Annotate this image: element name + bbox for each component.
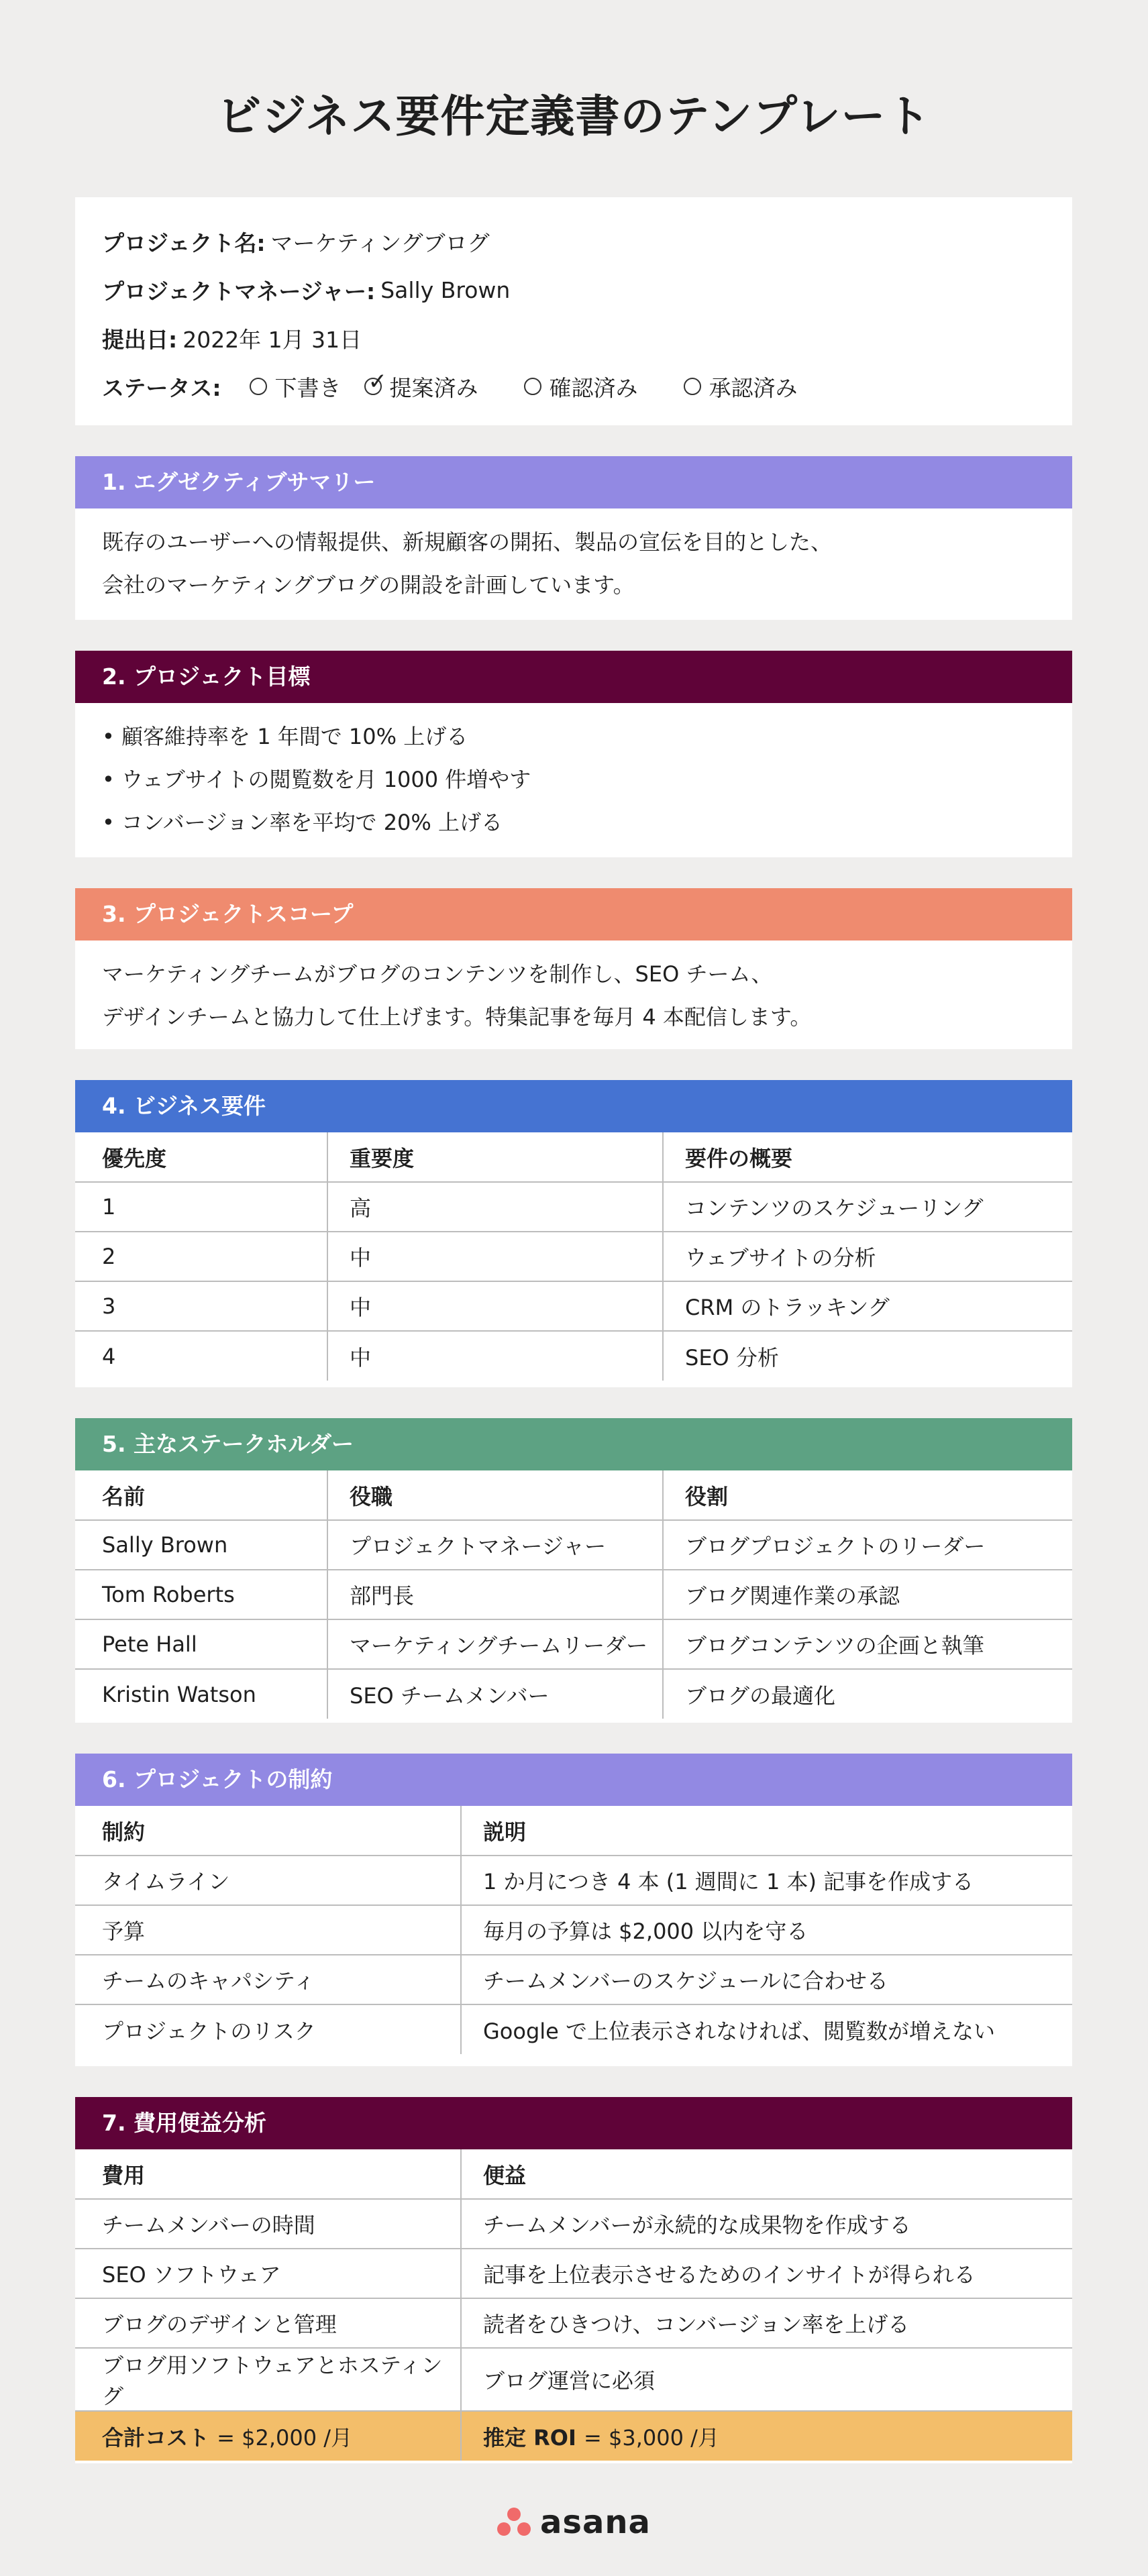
table-header-row [75, 1470, 1072, 1520]
table-cell: SEO チームメンバー [327, 1669, 663, 1719]
section-constraints [75, 1754, 1072, 2066]
table-header-row [75, 1132, 1072, 1182]
status-label: ステータス: [102, 374, 221, 401]
table-cell: チームメンバーが永続的な成果物を作成する [461, 2199, 1072, 2249]
body-line: デザインチームと協力して仕上げます。特集記事を毎月 4 本配信します。 [102, 1004, 812, 1030]
table-row [75, 2348, 1072, 2411]
section-executive-summary [75, 456, 1072, 620]
column-header: 要件の概要 [663, 1132, 1072, 1182]
project-manager-row [102, 266, 1045, 314]
table-header-row [75, 1806, 1072, 1856]
goal-item: • 顧客維持率を 1 年間で 10% 上げる [102, 724, 468, 749]
column-header: 名前 [75, 1470, 327, 1520]
project-name-value: マーケティングブログ [270, 229, 490, 256]
table-cell: 予算 [75, 1905, 461, 1955]
table-cell: 4 [102, 1343, 116, 1369]
radio-icon [684, 378, 701, 395]
table-cell: 中 [327, 1232, 663, 1281]
goal-item: • コンバージョン率を平均で 20% 上げる [102, 810, 503, 835]
table-cell: ブログの最適化 [663, 1669, 1072, 1719]
table-cell: 1 か月につき 4 本 (1 週間に 1 本) 記事を作成する [461, 1856, 1072, 1905]
column-header: 優先度 [75, 1132, 327, 1182]
status-option-label: 提案済み [389, 374, 478, 401]
project-name-label: プロジェクト名: [102, 229, 266, 256]
section-heading: 7. 費用便益分析 [75, 2097, 1072, 2149]
section-heading: 1. エグゼクティブサマリー [75, 456, 1072, 508]
body-line: 既存のユーザーへの情報提供、新規顧客の開拓、製品の宣伝を目的とした、 [102, 529, 833, 555]
table-cell: ブログのデザインと管理 [75, 2298, 461, 2348]
table-cell: ブログ関連作業の承認 [663, 1570, 1072, 1619]
section-body [75, 941, 1072, 1038]
status-option-reviewed[interactable] [524, 371, 638, 402]
table-cell: チームメンバーの時間 [75, 2199, 461, 2249]
table-cell: ブログプロジェクトのリーダー [663, 1520, 1072, 1570]
table-cell: 中 [327, 1281, 663, 1331]
status-option-label: 確認済み [549, 374, 638, 401]
radio-checked-icon [364, 378, 382, 395]
table-cell: 読者をひきつけ、コンバージョン率を上げる [461, 2298, 1072, 2348]
estimated-roi-value: = $3,000 /月 [584, 2424, 719, 2451]
column-header: 重要度 [327, 1132, 663, 1182]
table-cell: Tom Roberts [75, 1570, 327, 1619]
asana-logo-icon [497, 2508, 531, 2537]
table-row [75, 1281, 1072, 1331]
table-cell: Kristin Watson [102, 1681, 256, 1707]
section-heading: 2. プロジェクト目標 [75, 651, 1072, 703]
table-cell: ウェブサイトの分析 [663, 1232, 1072, 1281]
status-row [102, 362, 1045, 411]
status-option-draft[interactable] [250, 371, 342, 402]
radio-icon [250, 378, 267, 395]
requirements-table [75, 1132, 1072, 1381]
column-header: 制約 [75, 1806, 461, 1856]
project-name-row [102, 217, 1045, 266]
table-cell: チームのキャパシティ [75, 1955, 461, 2004]
total-cost-value: = $2,000 /月 [217, 2424, 353, 2451]
section-business-requirements [75, 1080, 1072, 1387]
asana-logo-text: asana [540, 2504, 651, 2541]
table-row [75, 2298, 1072, 2348]
section-heading: 5. 主なステークホルダー [75, 1418, 1072, 1470]
table-row [75, 1331, 1072, 1381]
status-option-label: 下書き [274, 374, 342, 401]
table-row [75, 1669, 1072, 1719]
project-info-card [75, 197, 1072, 425]
table-cell: プロジェクトマネージャー [327, 1520, 663, 1570]
body-line: 会社のマーケティングブログの開設を計画しています。 [102, 572, 635, 598]
total-cost-cell [75, 2411, 461, 2461]
table-cell: Sally Brown [75, 1520, 327, 1570]
total-cost-label: 合計コスト [102, 2424, 210, 2451]
table-row [75, 1856, 1072, 1905]
section-body [75, 508, 1072, 606]
column-header: 役職 [327, 1470, 663, 1520]
submission-date-value: 2022年 1月 31日 [182, 326, 362, 353]
submission-date-row [102, 314, 1045, 362]
table-row [75, 2199, 1072, 2249]
table-cell: CRM のトラッキング [663, 1281, 1072, 1331]
table-cell: 記事を上位表示させるためのインサイトが得られる [461, 2249, 1072, 2298]
table-row [75, 1182, 1072, 1232]
table-row [75, 2004, 1072, 2054]
total-row [75, 2411, 1072, 2461]
section-project-scope [75, 888, 1072, 1049]
constraints-table [75, 1806, 1072, 2054]
table-cell: 高 [327, 1182, 663, 1232]
table-cell: Google で上位表示されなければ、閲覧数が増えない [461, 2004, 1072, 2054]
table-cell: 毎月の予算は $2,000 以内を守る [461, 1905, 1072, 1955]
project-manager-label: プロジェクトマネージャー: [102, 278, 376, 305]
table-cell: 3 [75, 1281, 327, 1331]
section-heading: 4. ビジネス要件 [75, 1080, 1072, 1132]
status-option-approved[interactable] [684, 371, 798, 402]
table-cell: ブログ運営に必須 [461, 2348, 1072, 2411]
section-heading: 3. プロジェクトスコープ [75, 888, 1072, 941]
table-cell: ブログ用ソフトウェアとホスティング [75, 2348, 461, 2411]
table-cell: SEO 分析 [663, 1331, 1072, 1381]
section-cost-benefit [75, 2097, 1072, 2463]
status-option-label: 承認済み [709, 374, 798, 401]
table-cell: 1 [75, 1182, 327, 1232]
radio-icon [524, 378, 541, 395]
table-cell: ブログコンテンツの企画と執筆 [663, 1619, 1072, 1669]
table-cell: コンテンツのスケジューリング [663, 1182, 1072, 1232]
column-header: 便益 [461, 2149, 1072, 2199]
table-cell: チームメンバーのスケジュールに合わせる [461, 1955, 1072, 2004]
table-row [75, 1619, 1072, 1669]
table-row [75, 1520, 1072, 1570]
table-row [75, 1905, 1072, 1955]
column-header: 説明 [461, 1806, 1072, 1856]
section-stakeholders [75, 1418, 1072, 1723]
estimated-roi-cell [461, 2411, 1072, 2461]
cost-benefit-table [75, 2149, 1072, 2461]
table-row [75, 1955, 1072, 2004]
asana-logo [0, 2504, 1148, 2541]
estimated-roi-label: 推定 ROI [483, 2424, 576, 2451]
table-cell: マーケティングチームリーダー [327, 1619, 663, 1669]
section-heading: 6. プロジェクトの制約 [75, 1754, 1072, 1806]
stakeholders-table [75, 1470, 1072, 1719]
body-line: マーケティングチームがブログのコンテンツを制作し、SEO チーム、 [102, 961, 773, 987]
project-manager-value: Sally Brown [380, 276, 511, 303]
table-cell: 2 [75, 1232, 327, 1281]
table-row [75, 2249, 1072, 2298]
table-header-row [75, 2149, 1072, 2199]
page-title: ビジネス要件定義書のテンプレート [217, 91, 931, 142]
table-cell: Pete Hall [75, 1619, 327, 1669]
table-cell: SEO ソフトウェア [75, 2249, 461, 2298]
goal-list [75, 703, 1072, 844]
table-row [75, 1570, 1072, 1619]
column-header: 役割 [663, 1470, 1072, 1520]
column-header: 費用 [75, 2149, 461, 2199]
table-cell: 中 [327, 1331, 663, 1381]
section-project-goals [75, 651, 1072, 857]
goal-item: • ウェブサイトの閲覧数を月 1000 件増やす [102, 767, 531, 792]
table-row [75, 1232, 1072, 1281]
status-option-proposed[interactable] [364, 371, 478, 402]
table-cell: プロジェクトのリスク [102, 2018, 316, 2044]
table-cell: タイムライン [75, 1856, 461, 1905]
table-cell: 部門長 [327, 1570, 663, 1619]
submission-date-label: 提出日: [102, 326, 178, 353]
